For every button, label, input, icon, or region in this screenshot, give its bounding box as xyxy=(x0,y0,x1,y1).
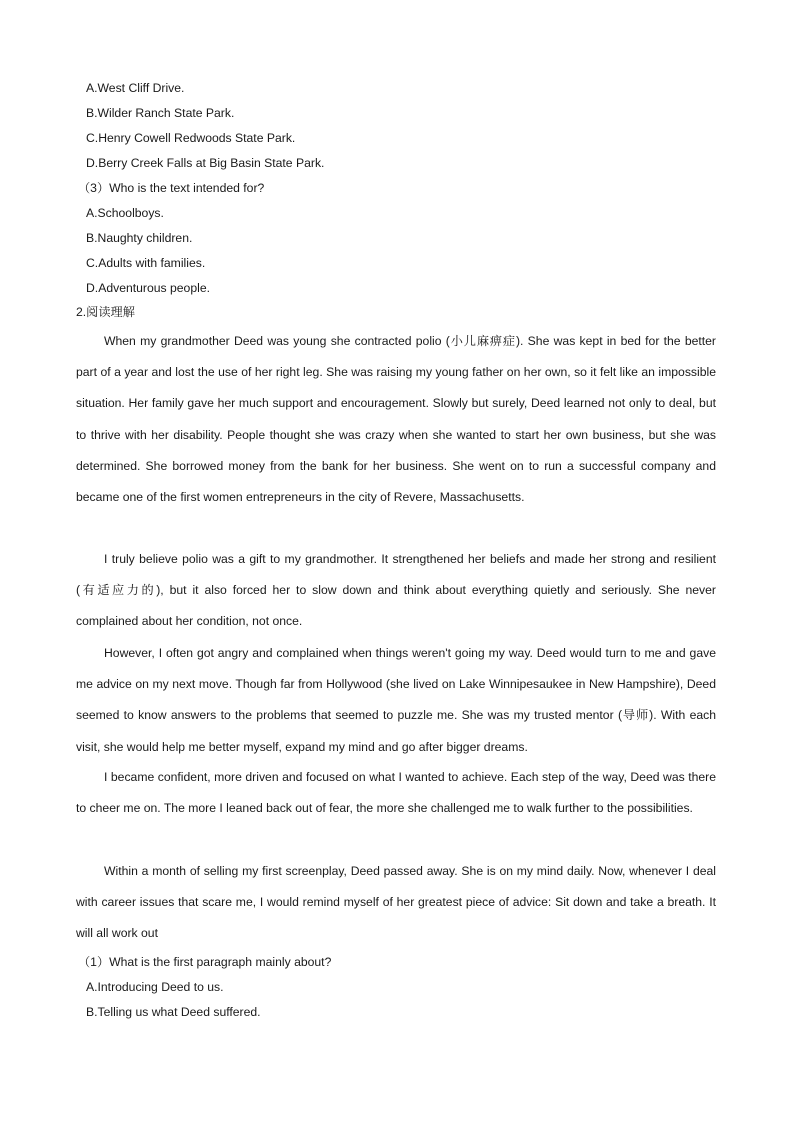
option-b: B.Wilder Ranch State Park. xyxy=(86,106,235,120)
question-1: （1）What is the first paragraph mainly about? xyxy=(78,955,332,969)
q3-option-c: C.Adults with families. xyxy=(86,256,206,270)
passage-paragraph-3: However, I often got angry and complained when things weren't going my way. Deed would turn to me and gave me advice on my next move. Though far from Hollywood (she lived on Lake Winnipesaukee in New Hampshire), Deed seemed to know answers to the problems that seemed to puzzle me. She was my trusted mentor (导师). With each visit, she would help me better myself, expand my mind and go after bigger dreams. xyxy=(76,646,716,754)
q1-option-b: B.Telling us what Deed suffered. xyxy=(86,1005,261,1019)
passage-paragraph-5: Within a month of selling my first screenplay, Deed passed away. She is on my mind daily. Now, whenever I deal with career issues that scare me, I would remind myself of her greatest piece of advice: Sit down and take a breath. It will all work out xyxy=(76,864,716,941)
q1-option-a: A.Introducing Deed to us. xyxy=(86,980,224,994)
passage-paragraph-2: I truly believe polio was a gift to my grandmother. It strengthened her beliefs and made her strong and resilient (有适应力的), but it also forced her to slow down and think about everything quietly and seriously. She never complained about her condition, not once. xyxy=(76,552,716,629)
option-a: A.West Cliff Drive. xyxy=(86,81,185,95)
option-d: D.Berry Creek Falls at Big Basin State Park. xyxy=(86,156,325,170)
passage-paragraph-4: I became confident, more driven and focused on what I wanted to achieve. Each step of the way, Deed was there to cheer me on. The more I leaned back out of fear, the more she challenged me to walk further to the possibilities. xyxy=(76,770,716,816)
q3-option-a: A.Schoolboys. xyxy=(86,206,164,220)
section-heading: 2.阅读理解 xyxy=(76,305,135,319)
q3-option-d: D.Adventurous people. xyxy=(86,281,210,295)
question-3: （3）Who is the text intended for? xyxy=(78,181,265,195)
q3-option-b: B.Naughty children. xyxy=(86,231,193,245)
option-c: C.Henry Cowell Redwoods State Park. xyxy=(86,131,296,145)
passage-paragraph-1: When my grandmother Deed was young she contracted polio (小儿麻痹症). She was kept in bed for the better part of a year and lost the use of her right leg. She was raising my young father on her own, so it felt like an impossible situation. Her family gave her much support and encouragement. Slowly but surely, Deed learned not only to deal, but to thrive with her disability. People thought she was crazy when she wanted to start her own business, but she was determined. She borrowed money from the bank for her business. She went on to run a successful company and became one of the first women entrepreneurs in the city of Revere, Massachusetts. xyxy=(76,334,716,505)
